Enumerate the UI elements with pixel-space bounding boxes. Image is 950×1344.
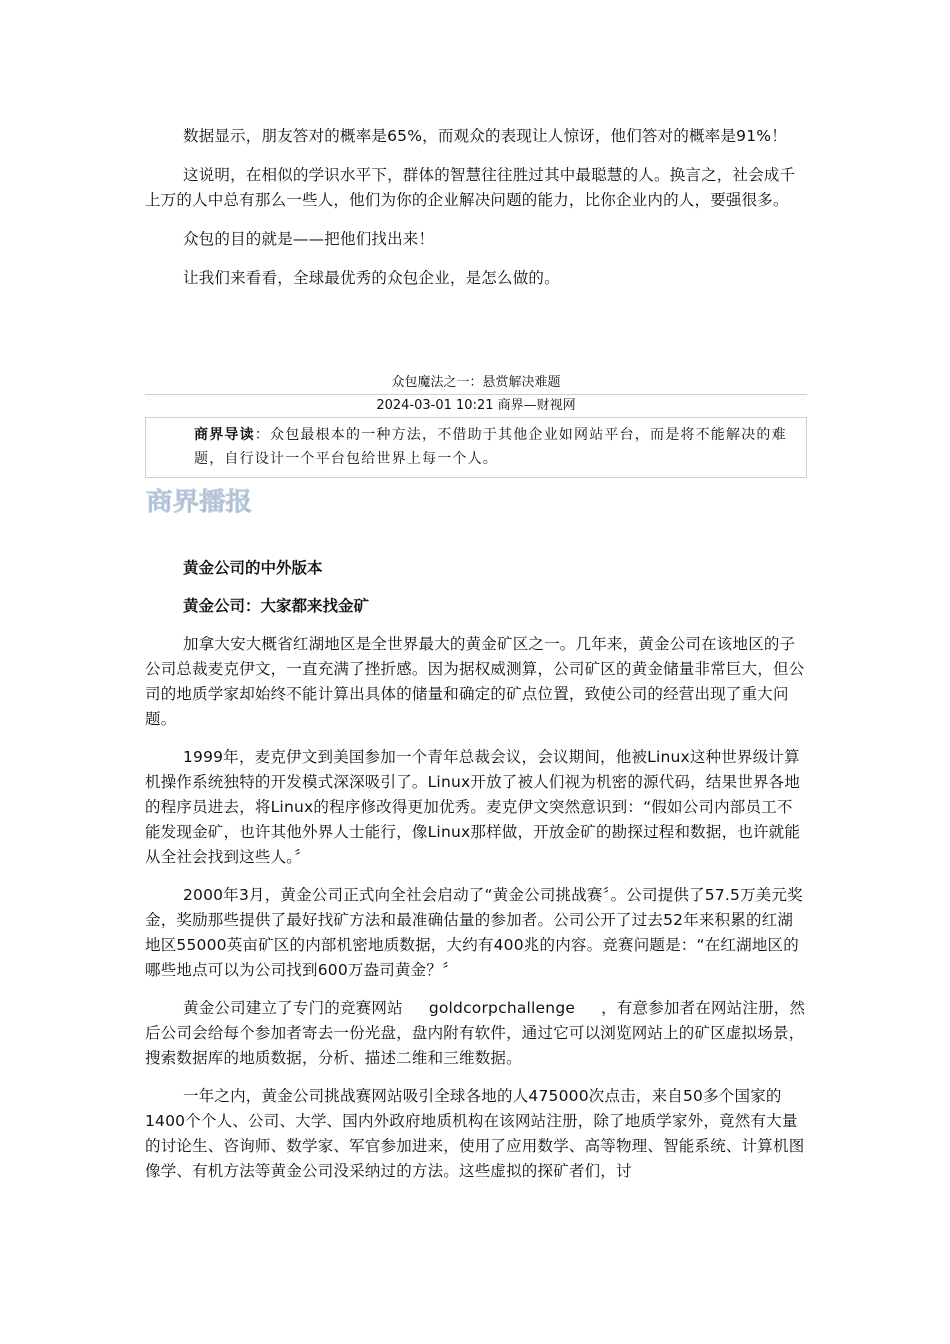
article-source: 商界—财视网 — [497, 398, 576, 413]
article-meta — [145, 395, 807, 417]
article-datetime: 2024-03-01 10:21 — [376, 398, 494, 413]
paragraph-text: 黄金公司建立了专门的竞赛网站 — [183, 999, 403, 1017]
body-paragraph: 2000年3月，黄金公司正式向全社会启动了“黄金公司挑战赛〞。公司提供了57.5万美元奖金，奖励那些提供了最好找矿方法和最准确估量的参加者。公司公开了过去52年来积累的红湖地区55000英亩矿区的内部机密地质数据，大约有400兆的内容。竞赛问题是：“在红湖地区的哪些地点可以为公司找到600万盎司黄金？〞 — [145, 886, 803, 979]
shangjie-bobao-logo — [145, 486, 255, 516]
intro-paragraph: 众包的目的就是——把他们找出来！ — [183, 230, 435, 248]
guide-box — [145, 417, 807, 478]
article-title: 众包魔法之一：悬赏解决难题 — [391, 375, 561, 390]
guide-text: ：众包最根本的一种方法，不借助于其他企业如网站平台，而是将不能解决的难题，自行设计一个平台包给世界上每一个人。 — [194, 427, 787, 467]
intro-paragraph: 让我们来看看，全球最优秀的众包企业，是怎么做的。 — [183, 269, 560, 287]
body-paragraph — [145, 996, 807, 1071]
intro-section — [145, 124, 807, 305]
intro-paragraph: 数据显示，朋友答对的概率是65%，而观众的表现让人惊讶，他们答对的概率是91%！ — [183, 127, 787, 145]
logo-text: 商界播报 — [146, 487, 252, 516]
body-paragraph: 1999年，麦克伊文到美国参加一个青年总裁会议，会议期间，他被Linux这种世界级计算机操作系统独特的开发模式深深吸引了。Linux开放了被人们视为机密的源代码，结果世界各地的程序员进去，将Linux的程序修改得更加优秀。麦克伊文突然意识到：“假如公司内部员工不能发现金矿，也许其他外界人士能行，像Linux那样做，开放金矿的勘探过程和数据，也许就能从全社会找到这些人。〞 — [145, 748, 801, 866]
intro-paragraph: 这说明，在相似的学识水平下，群体的智慧往往胜过其中最聪慧的人。换言之，社会成千上万的人中总有那么一些人，他们为你的企业解决问题的能力，比你企业内的人，要强很多。 — [145, 166, 796, 209]
section-heading: 黄金公司的中外版本 — [183, 559, 323, 577]
article-header — [145, 372, 807, 478]
body-paragraph: 一年之内，黄金公司挑战赛网站吸引全球各地的人475000次点击，来自50多个国家的1400个个人、公司、大学、国内外政府地质机构在该网站注册，除了地质学家外，竟然有大量的讨论生、咨询师、数学家、军官参加进来，使用了应用数学、高等物理、智能系统、计算机图像学、有机方法等黄金公司没采纳过的方法。这些虚拟的探矿者们，讨 — [145, 1087, 805, 1180]
paragraph-text: ，有意参加者在网站注册，然后公司会给每个参加者寄去一份光盘，盘内附有软件，通过它可以浏览网站上的矿区虚拟场景，搜索数据库的地质数据，分析、描述二维和三维数据。 — [145, 999, 806, 1067]
body-paragraph: 加拿大安大概省红湖地区是全世界最大的黄金矿区之一。几年来，黄金公司在该地区的子公司总裁麦克伊文，一直充满了挫折感。因为据权威测算，公司矿区的黄金储量非常巨大，但公司的地质学家却始终不能计算出具体的储量和确定的矿点位置，致使公司的经营出现了重大问题。 — [145, 635, 805, 728]
article-body — [145, 556, 807, 1197]
section-heading: 黄金公司：大家都来找金矿 — [183, 597, 370, 615]
guide-label: 商界导读 — [194, 427, 255, 443]
website-name: goldcorpchallenge — [428, 999, 576, 1017]
